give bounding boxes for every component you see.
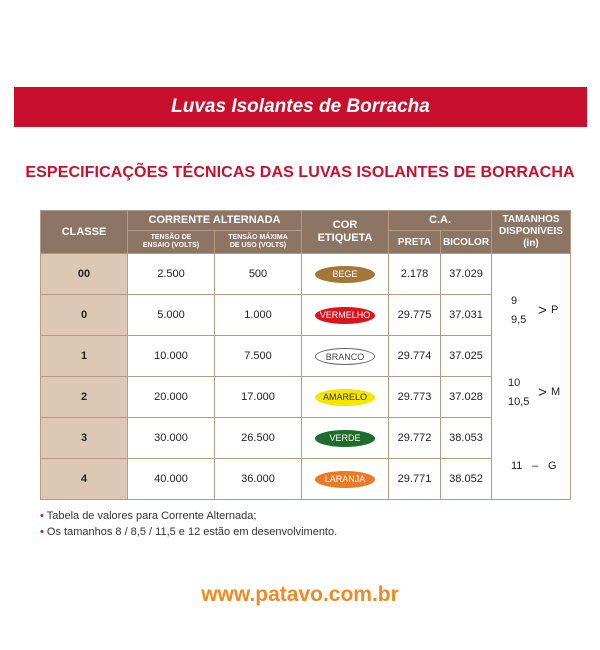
header-corrente-alternada: CORRENTE ALTERNADA — [128, 211, 302, 231]
cell-classe: 3 — [41, 418, 128, 459]
header-tensao-ensaio: TENSÃO DE ENSAIO (VOLTS) — [128, 231, 215, 254]
color-label-pill: VERMELHO — [315, 307, 375, 324]
title-banner — [14, 87, 587, 127]
cell-cor-etiqueta — [302, 377, 389, 418]
cell-classe: 0 — [41, 295, 128, 336]
color-label-pill: AMARELO — [315, 389, 375, 406]
cell-classe: 00 — [41, 254, 128, 295]
cell-ca-bicolor: 38.053 — [441, 418, 492, 459]
cell-ca-bicolor: 37.031 — [441, 295, 492, 336]
cell-ca-bicolor: 38.052 — [441, 459, 492, 500]
header-tamanhos: TAMANHOS DISPONÍVEIS (in) — [492, 211, 571, 254]
header-bicolor: BICOLOR — [441, 231, 492, 254]
cell-tensao-ensaio: 10.000 — [128, 336, 215, 377]
size-group-m — [492, 374, 570, 414]
header-ca: C.A. — [389, 211, 492, 231]
size-value: 11 — [511, 460, 523, 472]
cell-classe: 4 — [41, 459, 128, 500]
size-group-p — [492, 292, 570, 332]
cell-cor-etiqueta — [302, 254, 389, 295]
bracket-icon: > — [538, 302, 547, 319]
cell-ca-preta: 29.774 — [389, 336, 441, 377]
header-classe: CLASSE — [41, 211, 128, 254]
cell-classe: 2 — [41, 377, 128, 418]
cell-classe: 1 — [41, 336, 128, 377]
size-value: 10,5 — [508, 396, 530, 408]
cell-tensao-uso: 26.500 — [215, 418, 302, 459]
cell-cor-etiqueta — [302, 418, 389, 459]
cell-tensao-uso: 1.000 — [215, 295, 302, 336]
size-value: 9,5 — [511, 314, 527, 326]
cell-tensao-uso: 500 — [215, 254, 302, 295]
cell-ca-preta: 29.775 — [389, 295, 441, 336]
size-value: 9 — [511, 295, 518, 307]
cell-cor-etiqueta — [302, 459, 389, 500]
header-preta: PRETA — [389, 231, 441, 254]
size-letter: P — [551, 304, 559, 316]
cell-ca-preta: 29.773 — [389, 377, 441, 418]
cell-tensao-uso: 36.000 — [215, 459, 302, 500]
website-link[interactable]: www.patavo.com.br — [201, 583, 399, 606]
cell-tensao-ensaio: 2.500 — [128, 254, 215, 295]
spec-title: ESPECIFICAÇÕES TÉCNICAS DAS LUVAS ISOLANTES DE BORRACHA — [25, 164, 575, 181]
cell-ca-preta: 29.771 — [389, 459, 441, 500]
cell-ca-bicolor: 37.028 — [441, 377, 492, 418]
note-item: • Tabela de valores para Corrente Alternada; — [40, 510, 257, 522]
note-item: • Os tamanhos 8 / 8,5 / 11,5 e 12 estão em desenvolvimento. — [40, 526, 338, 538]
cell-tensao-ensaio: 5.000 — [128, 295, 215, 336]
color-label-pill: VERDE — [315, 430, 375, 447]
spec-table — [40, 210, 571, 500]
cell-tensao-ensaio: 30.000 — [128, 418, 215, 459]
bullet-icon: • — [40, 526, 44, 538]
size-group-g — [492, 460, 570, 476]
cell-cor-etiqueta — [302, 336, 389, 377]
cell-ca-bicolor: 37.029 — [441, 254, 492, 295]
header-cor-etiqueta: COR ETIQUETA — [302, 211, 389, 254]
dash-icon: – — [532, 460, 539, 472]
table-row — [41, 254, 571, 295]
bullet-icon: • — [40, 510, 44, 522]
cell-tensao-uso: 17.000 — [215, 377, 302, 418]
size-value: 10 — [508, 377, 521, 389]
color-label-pill: BEGE — [315, 266, 375, 283]
cell-cor-etiqueta — [302, 295, 389, 336]
color-label-pill: BRANCO — [315, 348, 375, 365]
size-letter: M — [551, 386, 561, 398]
cell-ca-preta: 2.178 — [389, 254, 441, 295]
banner-title: Luvas Isolantes de Borracha — [171, 96, 430, 117]
cell-tensao-ensaio: 40.000 — [128, 459, 215, 500]
bracket-icon: > — [538, 384, 547, 401]
notes — [40, 508, 337, 540]
cell-tensao-uso: 7.500 — [215, 336, 302, 377]
cell-ca-preta: 29.772 — [389, 418, 441, 459]
cell-tensao-ensaio: 20.000 — [128, 377, 215, 418]
header-tensao-uso: TENSÃO MÁXIMA DE USO (VOLTS) — [215, 231, 302, 254]
cell-tamanhos — [492, 254, 571, 500]
color-label-pill: LARANJA — [315, 471, 375, 488]
cell-ca-bicolor: 37.025 — [441, 336, 492, 377]
size-letter: G — [548, 460, 557, 472]
